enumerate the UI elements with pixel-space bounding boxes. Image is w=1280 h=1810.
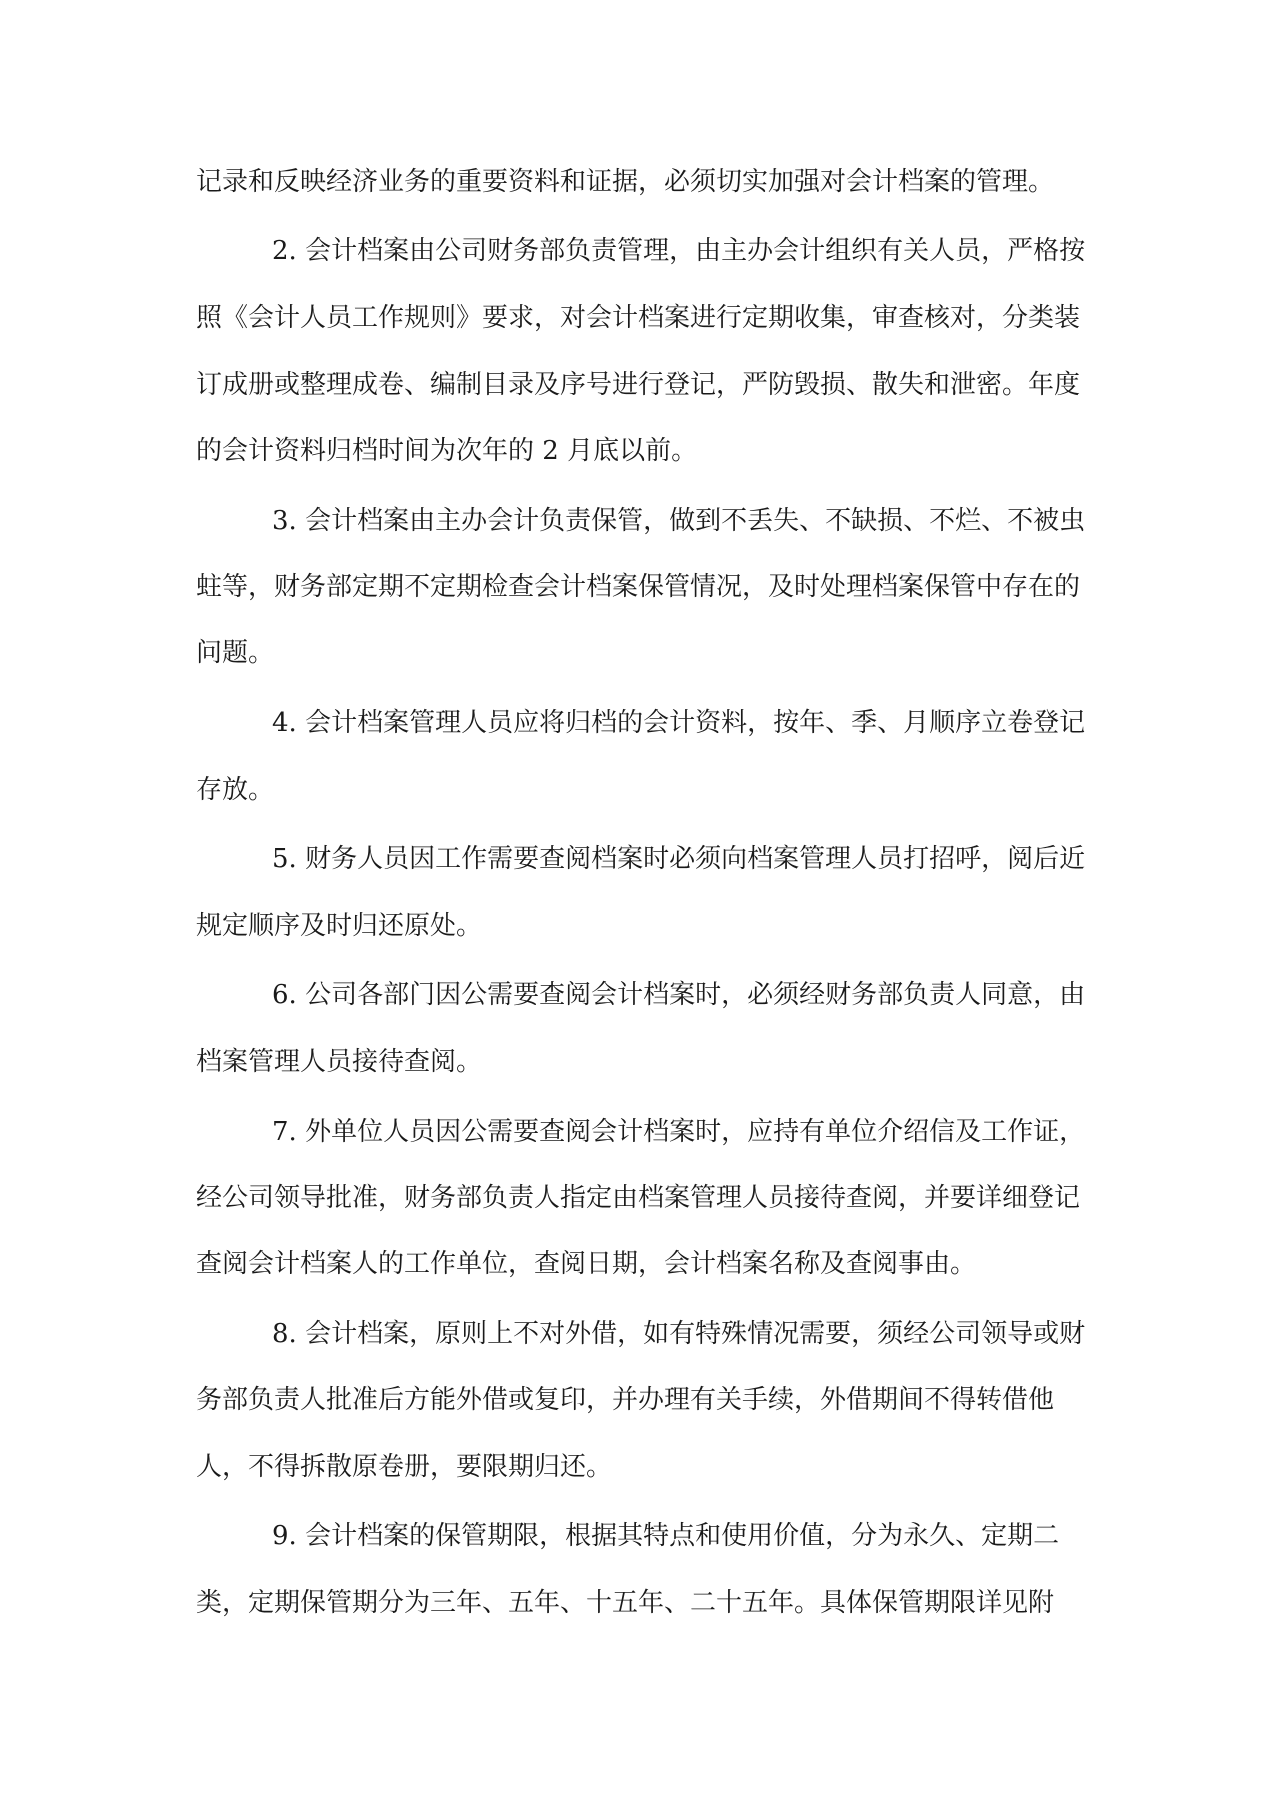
- text-line: 查阅会计档案人的工作单位，查阅日期，会计档案名称及查阅事由。: [196, 1249, 977, 1279]
- paragraph-3-line-1: 3. 会计档案由主办会计负责保管，做到不丢失、不缺损、不烂、不被虫: [272, 506, 1086, 536]
- text-line: 记录和反映经济业务的重要资料和证据，必须切实加强对会计档案的管理。: [196, 167, 1055, 197]
- text-line: 经公司领导批准，财务部负责人指定由档案管理人员接待查阅，并要详细登记: [196, 1183, 1081, 1213]
- text-line: 的会计资料归档时间为次年的 2 月底以前。: [196, 436, 698, 466]
- text-line: 蛀等，财务部定期不定期检查会计档案保管情况，及时处理档案保管中存在的: [196, 572, 1081, 602]
- text-line: 规定顺序及时归还原处。: [196, 911, 483, 941]
- text-line: 务部负责人批准后方能外借或复印，并办理有关手续，外借期间不得转借他: [196, 1385, 1055, 1415]
- text-line: 照《会计人员工作规则》要求，对会计档案进行定期收集，审查核对，分类装: [196, 303, 1081, 333]
- paragraph-9-line-1: 9. 会计档案的保管期限，根据其特点和使用价值，分为永久、定期二: [272, 1521, 1060, 1551]
- paragraph-6-line-1: 6. 公司各部门因公需要查阅会计档案时，必须经财务部负责人同意，由: [272, 980, 1086, 1010]
- paragraph-8-line-1: 8. 会计档案，原则上不对外借，如有特殊情况需要，须经公司领导或财: [272, 1319, 1086, 1349]
- text-line: 档案管理人员接待查阅。: [196, 1047, 483, 1077]
- paragraph-4-line-1: 4. 会计档案管理人员应将归档的会计资料，按年、季、月顺序立卷登记: [272, 708, 1086, 738]
- paragraph-5-line-1: 5. 财务人员因工作需要查阅档案时必须向档案管理人员打招呼，阅后近: [272, 844, 1086, 874]
- text-line: 问题。: [196, 638, 275, 668]
- text-line: 存放。: [196, 775, 275, 805]
- paragraph-2-line-1: 2. 会计档案由公司财务部负责管理，由主办会计组织有关人员，严格按: [272, 236, 1086, 266]
- paragraph-7-line-1: 7. 外单位人员因公需要查阅会计档案时，应持有单位介绍信及工作证，: [272, 1117, 1086, 1147]
- text-line: 人，不得拆散原卷册，要限期归还。: [196, 1452, 613, 1482]
- text-line: 类，定期保管期分为三年、五年、十五年、二十五年。具体保管期限详见附: [196, 1588, 1055, 1618]
- text-line: 订成册或整理成卷、编制目录及序号进行登记，严防毁损、散失和泄密。年度: [196, 370, 1081, 400]
